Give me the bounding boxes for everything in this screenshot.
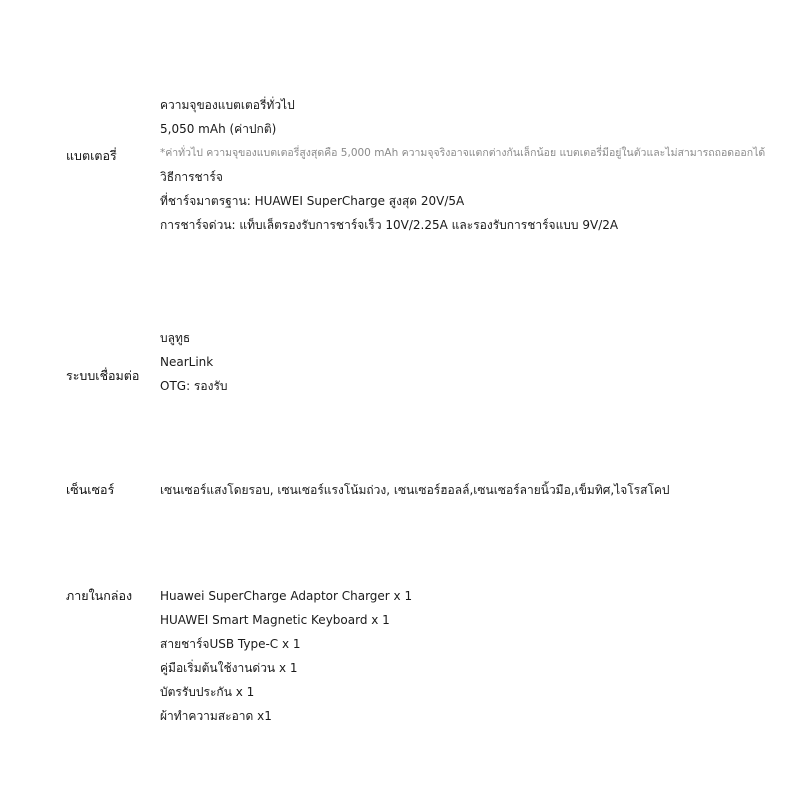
sensors-list: เซนเซอร์แสงโดยรอบ, เซนเซอร์แรงโน้มถ่วง, เซนเซอร์ฮอลล์,เซนเซอร์ลายนิ้วมือ,เข็มทิศ,ไจโรสโคป bbox=[160, 483, 670, 497]
spec-values-in-the-box bbox=[160, 584, 790, 728]
box-item-usb-cable: สายชาร์จUSB Type-C x 1 bbox=[160, 637, 301, 651]
spec-values-sensors bbox=[160, 478, 790, 502]
spec-values-connectivity bbox=[160, 326, 790, 398]
box-item-cleaning-cloth: ผ้าทำความสะอาด x1 bbox=[160, 709, 272, 723]
box-item-quick-start-guide: คู่มือเริ่มต้นใช้งานด่วน x 1 bbox=[160, 661, 298, 675]
battery-capacity-note: *ค่าทั่วไป ความจุของแบตเตอรี่สูงสุดคือ 5,000 mAh ความจุจริงอาจแตกต่างกันเล็กน้อย แบตเตอรี่มีอยู่ในตัวและไม่สามารถถอดออกได้ bbox=[160, 147, 766, 159]
spec-label-in-the-box: ภายในกล่อง bbox=[66, 588, 133, 603]
fast-charging-spec: การชาร์จด่วน: แท็บเล็ตรองรับการชาร์จเร็ว 10V/2.25A และรองรับการชาร์จแบบ 9V/2A bbox=[160, 218, 619, 232]
nearlink-item: NearLink bbox=[160, 355, 214, 369]
charging-method-heading: วิธีการชาร์จ bbox=[160, 170, 223, 184]
bluetooth-item: บลูทูธ bbox=[160, 331, 191, 345]
spec-values-battery bbox=[160, 93, 790, 237]
standard-charger-spec: ที่ชาร์จมาตรฐาน: HUAWEI SuperCharge สูงสุด 20V/5A bbox=[160, 194, 465, 208]
battery-capacity-heading: ความจุของแบตเตอรี่ทั่วไป bbox=[160, 98, 295, 112]
box-item-keyboard: HUAWEI Smart Magnetic Keyboard x 1 bbox=[160, 613, 390, 627]
spec-label-connectivity: ระบบเชื่อมต่อ bbox=[66, 368, 140, 383]
box-item-warranty-card: บัตรรับประกัน x 1 bbox=[160, 685, 255, 699]
battery-capacity-value: 5,050 mAh (ค่าปกติ) bbox=[160, 122, 277, 136]
spec-label-battery: แบตเตอรี่ bbox=[66, 148, 117, 163]
otg-item: OTG: รองรับ bbox=[160, 379, 228, 393]
box-item-charger: Huawei SuperCharge Adaptor Charger x 1 bbox=[160, 589, 413, 603]
spec-label-sensors: เซ็นเซอร์ bbox=[66, 482, 115, 497]
